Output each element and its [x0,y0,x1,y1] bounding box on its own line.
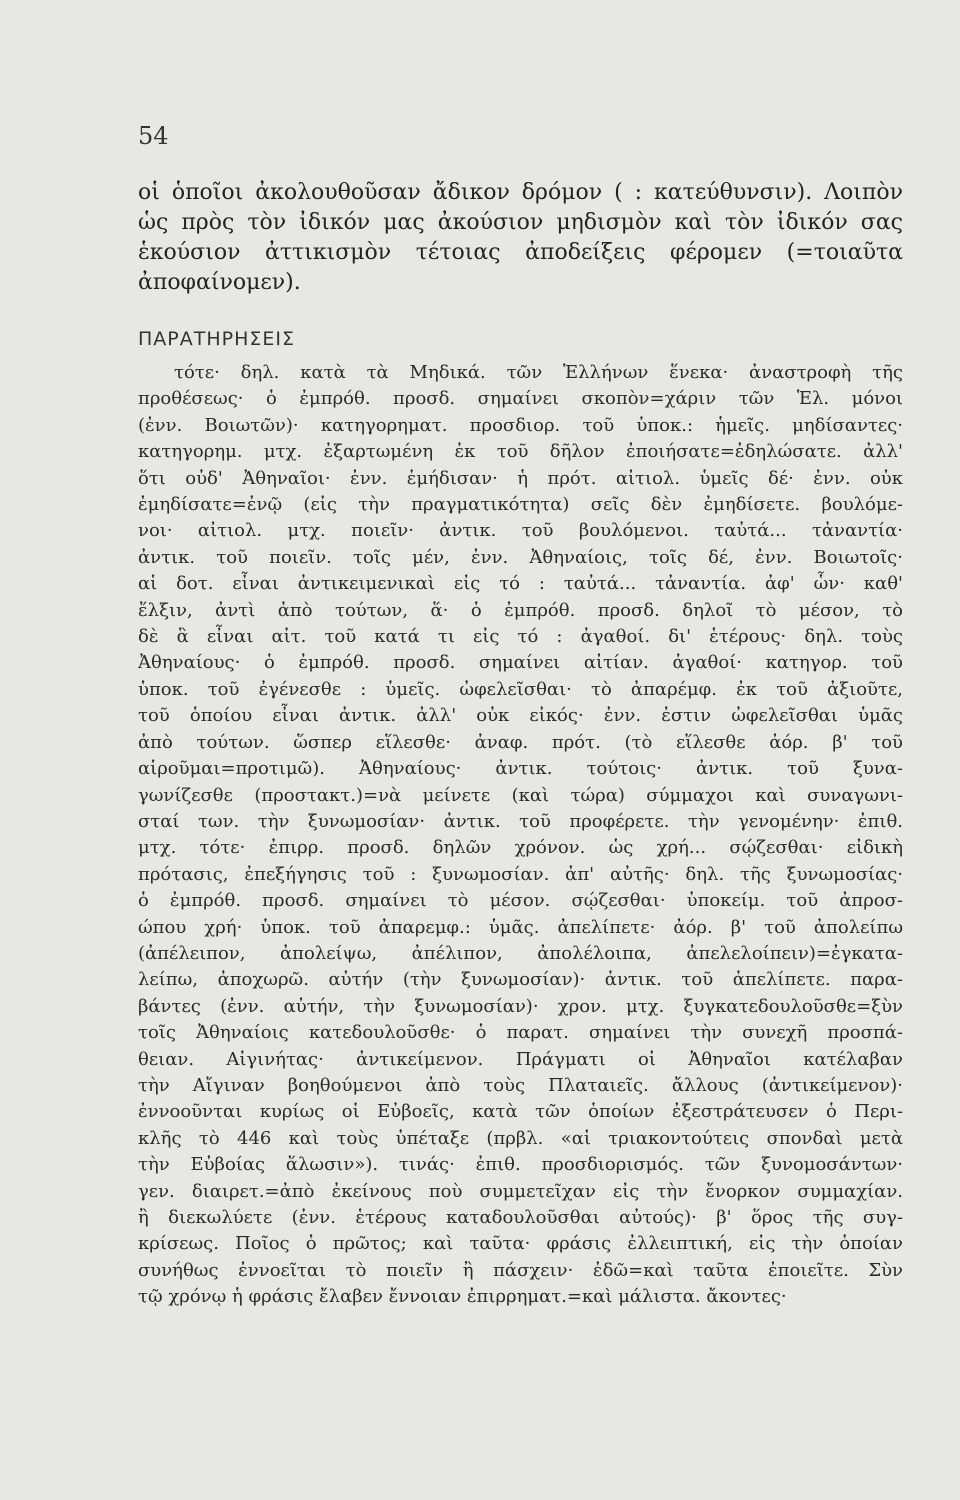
main-text [138,178,903,298]
note-line: τοῖς Ἀθηναίοις κατεδουλοῦσθε· ὁ παρατ. σημαίνει τὴν συνεχῆ προσπά- [138,1022,903,1044]
note-line: ἐμηδίσατε=ἐνῷ (εἰς τὴν πραγματικότητα) σεῖς δὲν ἐμηδίσετε. βουλόμε- [138,494,903,516]
note-line: Ἀθηναίους· ὁ ἐμπρόθ. προσδ. σημαίνει αἰτίαν. ἀγαθοί· κατηγορ. τοῦ [138,652,903,674]
note-line: γωνίζεσθε (προστακτ.)=νὰ μείνετε (καὶ τώρα) σύμμαχοι καὶ συναγωνι- [138,784,903,806]
note-line: (ἐνν. Βοιωτῶν)· κατηγορηματ. προσδιορ. τοῦ ὑποκ.: ἡμεῖς. μηδίσαντες· [138,414,903,436]
note-line: κρίσεως. Ποῖος ὁ πρῶτος; καὶ ταῦτα· φράσις ἐλλειπτική, εἰς τὴν ὁποίαν [138,1233,903,1255]
note-line: ἢ διεκωλύετε (ἐνν. ἑτέρους καταδουλοῦσθαι αὐτούς)· β' ὅρος τῆς συγ- [138,1207,903,1228]
note-line: βάντες (ἐνν. αὐτήν, τὴν ξυνωμοσίαν)· χρον. μτχ. ξυγκατεδουλοῦσθε=ξὺν [138,995,903,1017]
note-line: μτχ. τότε· ἐπιρρ. προσδ. δηλῶν χρόνον. ὡς χρή... σῴζεσθαι· εἰδικὴ [138,837,903,859]
note-line: σταί των. τὴν ξυνωμοσίαν· ἀντικ. τοῦ προφέρετε. τὴν γενομένην· ἐπιθ. [138,810,903,832]
note-line: ἀντικ. τοῦ ποιεῖν. τοῖς μέν, ἐνν. Ἀθηναίοις, τοῖς δέ, ἐνν. Βοιωτοῖς· [138,546,903,568]
main-text-line: οἱ ὁποῖοι ἀκολουθοῦσαν ἄδικον δρόμον ( : κατεύθυνσιν). Λοιπὸν [138,180,903,205]
main-text-line: ἑκούσιον ἀττικισμὸν τέτοιας ἀποδείξεις φέρομεν (=τοιαῦτα [138,240,903,265]
note-line: αἱ δοτ. εἶναι ἀντικειμενικαὶ εἰς τό : ταὐτά... τἀναντία. ἀφ' ὧν· καθ' [138,573,903,595]
main-text-line: ὡς πρὸς τὸν ἰδικόν μας ἀκούσιον μηδισμὸν καὶ τὸν ἰδικόν σας [138,210,903,235]
note-line: τὴν Αἴγιναν βοηθούμενοι ἀπὸ τοὺς Πλαταιεῖς. ἄλλους (ἀντικείμενον)· [138,1074,903,1096]
notes-block [138,360,903,1311]
note-line: ὅτι οὐδ' Ἀθηναῖοι· ἐνν. ἐμήδισαν· ἡ πρότ. αἰτιολ. ὑμεῖς δέ· ἐνν. οὐκ [138,467,903,489]
note-line: ἀπὸ τούτων. ὥσπερ εἵλεσθε· ἀναφ. πρότ. (τὸ εἵλεσθε ἀόρ. β' τοῦ [138,731,903,753]
note-line: λείπω, ἀποχωρῶ. αὐτήν (τὴν ξυνωμοσίαν)· ἀντικ. τοῦ ἀπελίπετε. παρα- [138,969,903,991]
note-line: νοι· αἰτιολ. μτχ. ποιεῖν· ἀντικ. τοῦ βουλόμενοι. ταὐτά... τἀναντία· [138,520,903,542]
note-line: πρότασις, ἐπεξήγησις τοῦ : ξυνωμοσίαν. ἀπ' αὐτῆς· δηλ. τῆς ξυνωμοσίας· [138,863,903,885]
note-line: ὑποκ. τοῦ ἐγένεσθε : ὑμεῖς. ὠφελεῖσθαι· τὸ ἀπαρέμφ. ἐκ τοῦ ἀξιοῦτε, [138,678,903,700]
note-line: τῷ χρόνῳ ἡ φράσις ἔλαβεν ἔννοιαν ἐπιρρηματ.=καὶ μάλιστα. ἄκοντες· [138,1286,787,1308]
note-line: γεν. διαιρετ.=ἀπὸ ἐκείνους ποὺ συμμετεῖχαν εἰς τὴν ἔνορκον συμμαχίαν. [138,1180,903,1202]
note-line: τὴν Εὐβοίας ἅλωσιν»). τινάς· ἐπιθ. προσδιορισμός. τῶν ξυνομοσάντων· [138,1154,903,1176]
note-line: θειαν. Αἰγινήτας· ἀντικείμενον. Πράγματι οἱ Ἀθηναῖοι κατέλαβαν [138,1048,903,1070]
note-line: ἕλξιν, ἀντὶ ἀπὸ τούτων, ἅ· ὁ ἐμπρόθ. προσδ. δηλοῖ τὸ μέσον, τὸ [138,599,903,621]
note-line: δὲ ἃ εἶναι αἰτ. τοῦ κατά τι εἰς τό : ἀγαθοί. δι' ἑτέρους· δηλ. τοὺς [138,626,903,648]
note-line: ώπου χρή· ὑποκ. τοῦ ἀπαρεμφ.: ὑμᾶς. ἀπελίπετε· ἀόρ. β' τοῦ ἀπολείπω [138,916,903,938]
note-line: κλῆς τὸ 446 καὶ τοὺς ὑπέταξε (πρβλ. «αἱ τριακοντούτεις σπονδαὶ μετὰ [138,1127,903,1149]
note-line: ἐννοοῦνται κυρίως οἱ Εὐβοεῖς, κατὰ τῶν ὁποίων ἐξεστράτευσεν ὁ Περι- [138,1101,903,1123]
note-line: ὁ ἐμπρόθ. προσδ. σημαίνει τὸ μέσον. σῴζεσθαι· ὑποκείμ. τοῦ ἀπροσ- [138,890,903,912]
note-line: τότε· δηλ. κατὰ τὰ Μηδικά. τῶν Ἑλλήνων ἕνεκα· ἀναστροφὴ τῆς [174,362,903,383]
note-line: κατηγορημ. μτχ. ἐξαρτωμένη ἐκ τοῦ δῆλον ἐποιήσατε=ἐδηλώσατε. ἀλλ' [138,441,903,463]
main-text-line: ἀποφαίνομεν). [138,270,301,295]
note-line: αἱροῦμαι=προτιμῶ). Ἀθηναίους· ἀντικ. τούτοις· ἀντικ. τοῦ ξυνα- [138,758,903,780]
note-line: συνήθως ἐννοεῖται τὸ ποιεῖν ἢ πάσχειν· ἐδῶ=καὶ ταῦτα ἐποιεῖτε. Σὺν [138,1259,903,1281]
note-line: προθέσεως· ὁ ἐμπρόθ. προσδ. σημαίνει σκοπὸν=χάριν τῶν Ἑλ. μόνοι [138,388,903,410]
note-line: (ἀπέλειπον, ἀπολείψω, ἀπέλιπον, ἀπολέλοιπα, ἀπελελοίπειν)=ἐγκατα- [138,942,903,964]
page-number: 54 [138,122,169,150]
note-line: τοῦ ὁποίου εἶναι ἀντικ. ἀλλ' οὐκ εἰκός· ἐνν. ἐστιν ὠφελεῖσθαι ὑμᾶς [138,705,903,727]
section-heading: ΠΑΡΑΤΗΡΗΣΕΙΣ [138,328,295,350]
